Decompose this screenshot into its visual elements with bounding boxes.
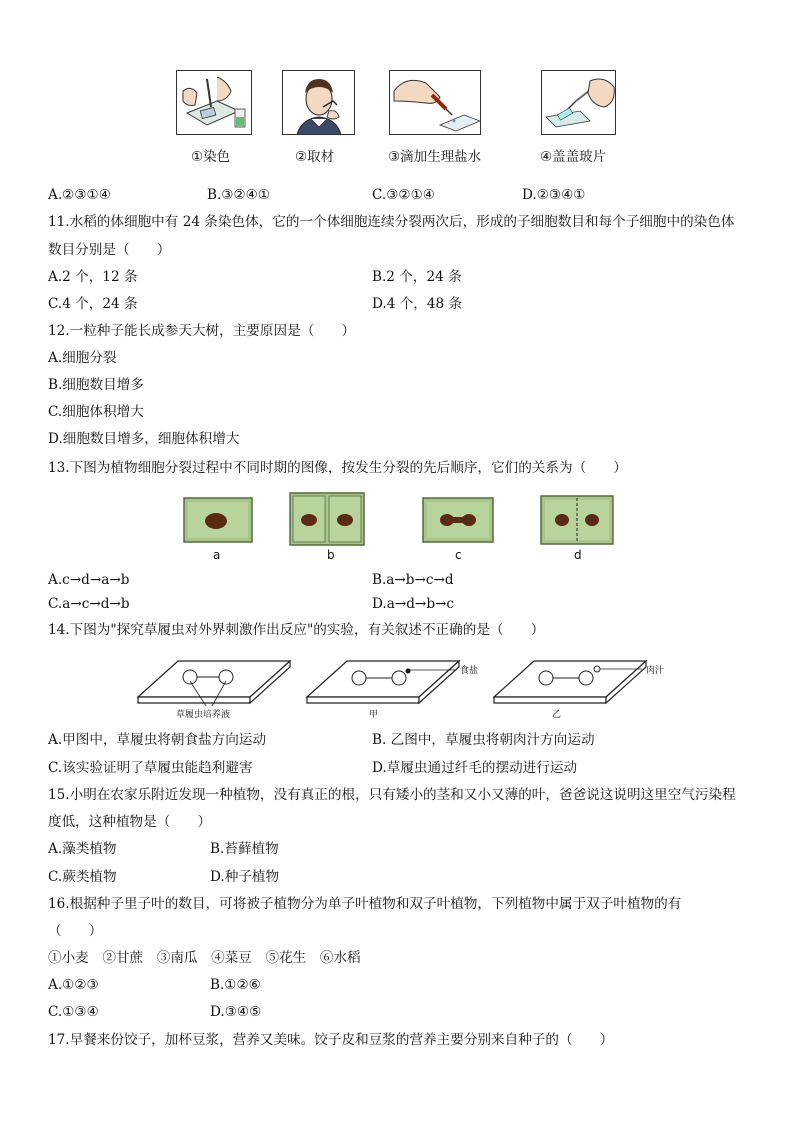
cell-d (541, 496, 613, 544)
q15-option-c: C.蕨类植物 (48, 869, 117, 885)
cell-b (290, 493, 364, 545)
q15-stem-line2: 度低，这种植物是（ ） (48, 814, 212, 830)
fig-sampling (282, 70, 355, 135)
q11-option-b: B.2 个，24 条 (372, 269, 462, 285)
q12-option-c: C.细胞体积增大 (48, 404, 144, 420)
caption-saline: ③滴加生理盐水 (388, 149, 482, 165)
q14-option-c: C.该实验证明了草履虫能趋利避害 (48, 760, 253, 776)
sampling-illustration (283, 71, 355, 135)
slide-culture (138, 661, 290, 706)
staining-illustration (177, 71, 252, 135)
caption-staining: ①染色 (191, 149, 231, 165)
fig-saline (389, 70, 481, 135)
cell-label-b: b (327, 548, 335, 562)
q15-option-d: D.种子植物 (210, 869, 280, 885)
label-juice: 肉汁 (646, 666, 665, 676)
cell-c (423, 498, 493, 542)
q16-stem-line2: （ ） (48, 923, 103, 939)
label-yi: 乙 (552, 710, 562, 720)
q14-stem: 14.下图为"探究草履虫对外界刺激作出反应"的实验，有关叙述不正确的是（ ） (48, 622, 545, 638)
q12-option-b: B.细胞数目增多 (48, 377, 144, 393)
q10-option-d: D.②③④① (522, 187, 586, 203)
q15-stem-line1: 15.小明在农家乐附近发现一种植物，没有真正的根，只有矮小的茎和又小又薄的叶，爸爸说这说明这里空气污染程 (48, 787, 736, 803)
q11-option-a: A.2 个，12 条 (48, 269, 138, 285)
q12-option-d: D.细胞数目增多，细胞体积增大 (48, 431, 240, 447)
slide-jia (307, 661, 459, 703)
slide-yi (494, 661, 646, 703)
cell-label-a: a (213, 548, 221, 562)
cell-label-d: d (574, 548, 582, 562)
q10-option-a: A.②③①④ (48, 187, 111, 203)
q14-option-a: A.甲图中，草履虫将朝食盐方向运动 (48, 732, 267, 748)
q11-option-c: C.4 个，24 条 (48, 296, 138, 312)
q12-stem: 12.一粒种子能长成参天大树，主要原因是（ ） (48, 323, 356, 339)
q16-stem-line1: 16.根据种子里子叶的数目，可将被子植物分为单子叶植物和双子叶植物，下列植物中属于双子叶植物的有 (48, 896, 682, 912)
q13-option-d: D.a→d→b→c (372, 596, 455, 612)
label-jia: 甲 (369, 710, 379, 720)
q14-option-d: D.草履虫通过纤毛的摆动进行运动 (372, 760, 578, 776)
q11-stem-line1: 11.水稻的体细胞中有 24 条染色体，它的一个体细胞连续分裂两次后，形成的子细胞数目和每个子细胞中的染色体 (48, 214, 735, 230)
caption-sampling: ②取材 (295, 149, 335, 165)
q15-option-a: A.藻类植物 (48, 841, 117, 857)
cell-division-figure (0, 488, 794, 568)
q16-option-d: D.③④⑤ (210, 1004, 262, 1020)
q13-option-b: B.a→b→c→d (372, 572, 454, 588)
saline-dropping-illustration (390, 71, 481, 135)
cell-label-c: c (455, 548, 462, 562)
q11-option-d: D.4 个，48 条 (372, 296, 463, 312)
q14-option-b: B. 乙图中，草履虫将朝肉汁方向运动 (372, 732, 595, 748)
q13-stem: 13.下图为植物细胞分裂过程中不同时期的图像，按发生分裂的先后顺序，它们的关系为（ ） (48, 460, 627, 476)
q11-stem-line2: 数目分别是（ ） (48, 242, 171, 258)
fig-coverslip (541, 70, 616, 135)
q17-stem: 17.早餐来份饺子，加杯豆浆，营养又美味。饺子皮和豆浆的营养主要分别来自种子的（ ） (48, 1032, 614, 1048)
q16-option-c: C.①③④ (48, 1004, 99, 1020)
q16-items: ①小麦 ②甘蔗 ③南瓜 ④菜豆 ⑤花生 ⑥水稻 (48, 950, 361, 966)
caption-coverslip: ④盖盖玻片 (540, 149, 607, 165)
q16-option-b: B.①②⑥ (210, 977, 261, 993)
q12-option-a: A.细胞分裂 (48, 350, 117, 366)
q10-option-c: C.③②①④ (372, 187, 435, 203)
cell-a (184, 498, 252, 542)
label-culture: 草履虫培养液 (176, 710, 231, 720)
paramecium-experiment-figure (0, 651, 794, 731)
q10-option-b: B.③②④① (207, 187, 271, 203)
q15-option-b: B.苔藓植物 (210, 841, 279, 857)
q16-option-a: A.①②③ (48, 977, 99, 993)
label-salt: 食盐 (460, 666, 479, 676)
coverslip-illustration (542, 71, 616, 135)
q13-option-a: A.c→d→a→b (48, 572, 130, 588)
fig-staining (176, 70, 252, 135)
q13-option-c: C.a→c→d→b (48, 596, 130, 612)
